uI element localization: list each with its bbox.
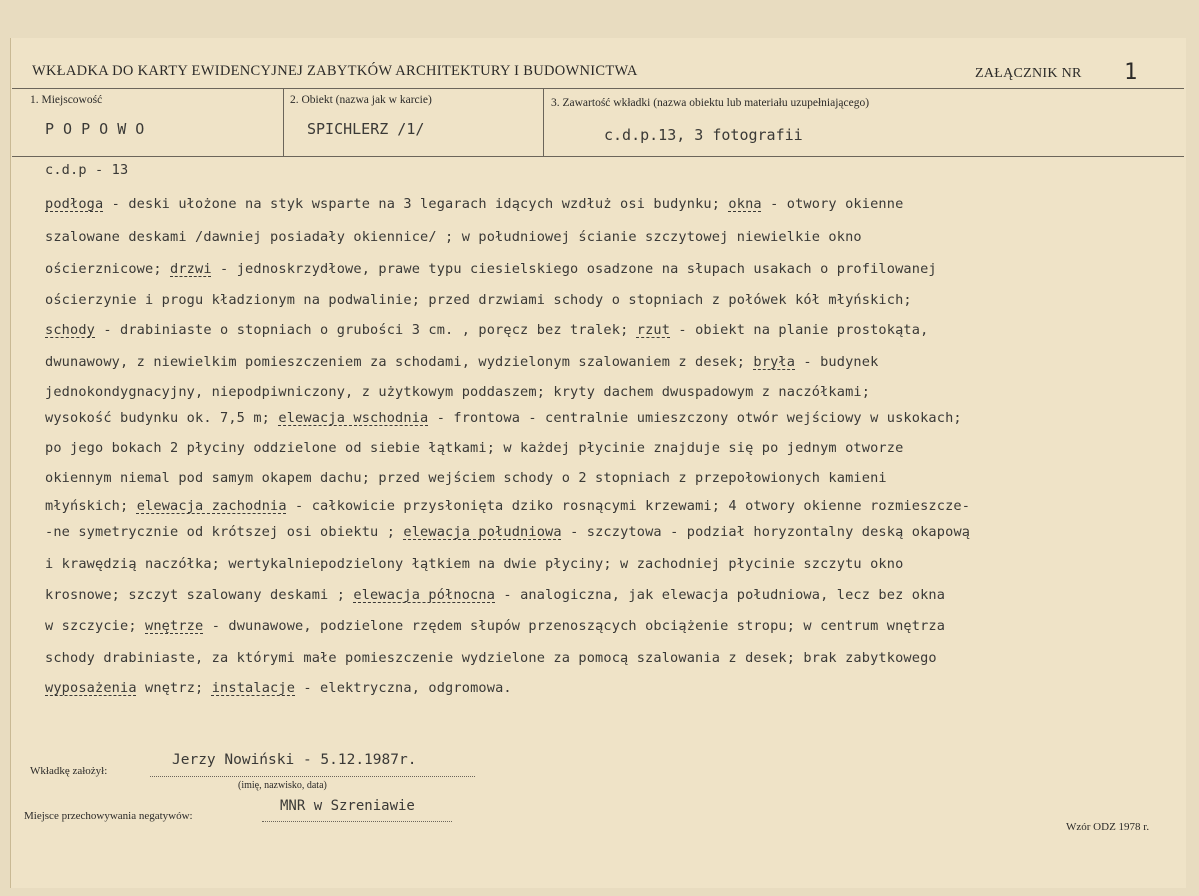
field-separator-2 <box>543 88 544 156</box>
description-text: ościerznicowe; <box>45 261 171 277</box>
founded-label: Wkładkę założył: <box>30 765 108 777</box>
description-text: - deski ułożone na styk wsparte na 3 legarach idących wzdłuż osi budynku; <box>103 196 729 212</box>
header-divider <box>12 88 1184 89</box>
description-line <box>45 440 903 456</box>
form-model: Wzór ODZ 1978 r. <box>1066 821 1150 833</box>
description-text: - całkowicie przysłonięta dziko rosnącymi krzewami; 4 otwory okienne rozmieszcze- <box>286 498 971 514</box>
underlined-term: drzwi <box>170 261 212 277</box>
description-text: wnętrz; <box>136 680 212 696</box>
underlined-term: elewacja zachodnia <box>136 498 287 514</box>
description-text: szalowane deskami /dawniej posiadały okiennice/ ; w południowej ścianie szczytowej niewielkie okno <box>45 229 862 245</box>
storage-line <box>262 820 452 822</box>
place-label: 1. Miejscowość <box>30 94 103 106</box>
description-text: - analogiczna, jak elewacja południowa, lecz bez okna <box>495 587 946 603</box>
underlined-term: rzut <box>636 322 671 338</box>
underlined-term: okna <box>728 196 762 212</box>
description-line <box>45 498 970 514</box>
object-label: 2. Obiekt (nazwa jak w karcie) <box>290 94 432 106</box>
description-text: - otwory okienne <box>761 196 904 212</box>
founded-value: Jerzy Nowiński - 5.12.1987r. <box>172 752 417 768</box>
description-text: - elektryczna, odgromowa. <box>295 680 512 696</box>
description-text: po jego bokach 2 płyciny oddzielone od siebie łątkami; w każdej płycinie znajduje się po jednym otworze <box>45 440 904 456</box>
underlined-term: podłoga <box>45 196 104 212</box>
attachment-label: ZAŁĄCZNIK NR <box>975 66 1082 81</box>
fields-divider <box>12 156 1184 157</box>
description-text: - obiekt na planie prostokąta, <box>670 322 929 338</box>
description-line <box>45 680 512 696</box>
underlined-term: elewacja północna <box>353 587 496 603</box>
description-text: - dwunawowe, podzielone rzędem słupów przenoszących obciążenie stropu; w centrum wnętrza <box>203 618 946 634</box>
description-line <box>45 196 903 212</box>
underlined-term: wnętrze <box>145 618 204 634</box>
description-line <box>45 322 928 338</box>
description-text: młyńskich; <box>45 498 137 514</box>
underlined-term: instalacje <box>211 680 296 696</box>
attachment-number: 1 <box>1124 60 1138 85</box>
underlined-term: elewacja wschodnia <box>278 410 429 426</box>
description-line <box>45 470 887 486</box>
description-text: - frontowa - centralnie umieszczony otwór wejściowy w uskokach; <box>428 410 962 426</box>
description-text: ościerzynie i progu kładzionym na podwalinie; przed drzwiami schody o stopniach z połówek kół młyńskich; <box>45 292 912 308</box>
underlined-term: wyposażenia <box>45 680 137 696</box>
description-text: okiennym niemal pod samym okapem dachu; przed wejściem schody o 2 stopniach z przepołowionych kamieni <box>45 470 887 486</box>
description-line <box>45 292 912 308</box>
card-title: WKŁADKA DO KARTY EWIDENCYJNEJ ZABYTKÓW ARCHITEKTURY I BUDOWNICTWA <box>32 63 638 79</box>
continuation-line: c.d.p - 13 <box>45 162 129 178</box>
description-line <box>45 384 870 400</box>
underlined-term: bryła <box>753 354 796 370</box>
description-line <box>45 650 937 666</box>
description-line <box>45 229 862 245</box>
content-value: c.d.p.13, 3 fotografii <box>604 126 803 144</box>
description-line <box>45 618 945 634</box>
underlined-term: elewacja południowa <box>403 524 562 540</box>
founded-hint: (imię, nazwisko, data) <box>238 780 327 791</box>
storage-value: MNR w Szreniawie <box>280 798 415 814</box>
description-text: - jednoskrzydłowe, prawe typu ciesielskiego osadzone na słupach usakach o profilowanej <box>211 261 937 277</box>
underlined-term: schody <box>45 322 96 338</box>
description-line <box>45 261 937 277</box>
field-separator-1 <box>283 88 284 156</box>
description-text: -ne symetrycznie od krótszej osi obiektu ; <box>45 524 404 540</box>
description-text: - drabiniaste o stopniach o grubości 3 cm. , poręcz bez tralek; <box>95 322 637 338</box>
description-text: schody drabiniaste, za którymi małe pomieszczenie wydzielone za pomocą szalowania z desek; brak zabytkowego <box>45 650 937 666</box>
description-text: i krawędzią naczółka; wertykalniepodzielony łątkiem na dwie płyciny; w zachodniej płycinie szczytu okno <box>45 556 904 572</box>
description-line <box>45 410 962 426</box>
description-text: w szczycie; <box>45 618 146 634</box>
description-text: - szczytowa - podział horyzontalny deską okapową <box>561 524 971 540</box>
description-text: dwunawowy, z niewielkim pomieszczeniem za schodami, wydzielonym szalowaniem z desek; <box>45 354 754 370</box>
description-line <box>45 354 878 370</box>
description-line <box>45 556 903 572</box>
founded-line <box>150 775 475 777</box>
description-text: wysokość budynku ok. 7,5 m; <box>45 410 279 426</box>
description-line <box>45 587 945 603</box>
description-line <box>45 524 970 540</box>
storage-label: Miejsce przechowywania negatywów: <box>24 810 193 822</box>
description-text: krosnowe; szczyt szalowany deskami ; <box>45 587 354 603</box>
place-value: P O P O W O <box>45 120 145 138</box>
object-value: SPICHLERZ /1/ <box>307 120 425 138</box>
description-text: jednokondygnacyjny, niepodpiwniczony, z użytkowym poddaszem; kryty dachem dwuspadowym z naczółkami; <box>45 384 871 400</box>
content-label: 3. Zawartość wkładki (nazwa obiektu lub materiału uzupełniającego) <box>551 97 870 109</box>
description-text: - budynek <box>795 354 879 370</box>
